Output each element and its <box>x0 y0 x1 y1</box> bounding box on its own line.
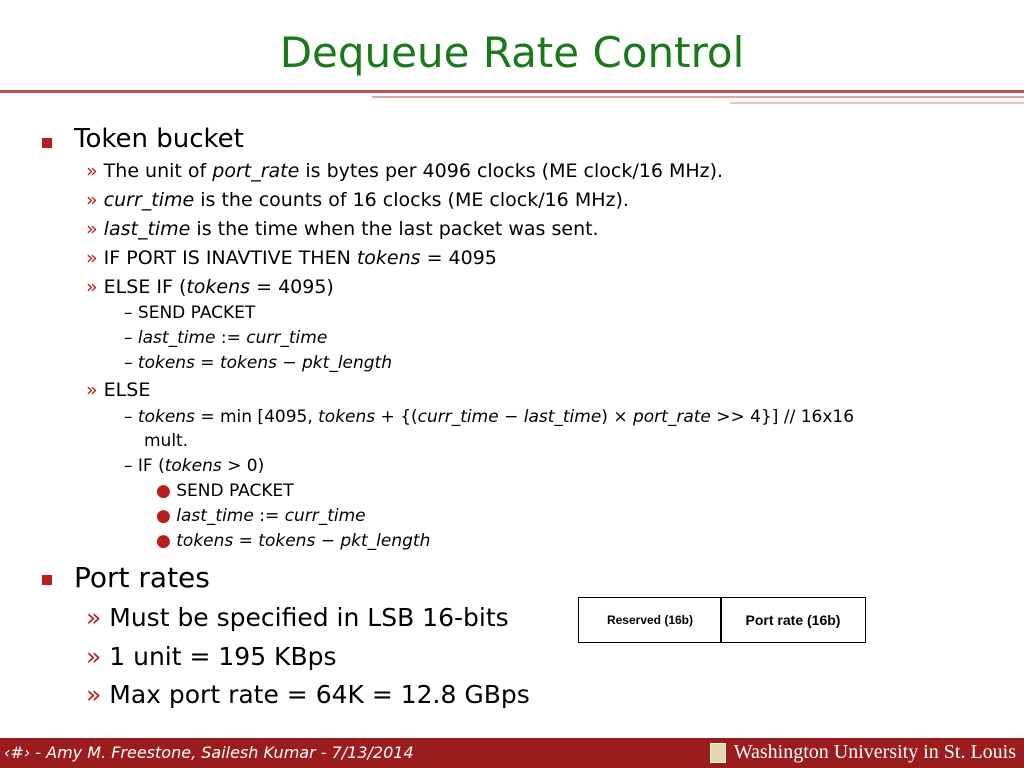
list-item-continuation: mult. <box>144 431 189 451</box>
list-item: » Must be specified in LSB 16-bits <box>86 603 509 632</box>
list-item: » last_time is the time when the last packet was sent. <box>86 218 599 240</box>
list-item: ● tokens = tokens − pkt_length <box>156 531 431 551</box>
list-item: » ELSE IF (tokens = 4095) <box>86 276 334 298</box>
list-item: – tokens = min [4095, tokens + {(curr_time − last_time) × port_rate >> 4}] // 16x16 <box>124 407 855 427</box>
list-item: ● last_time := curr_time <box>156 506 366 526</box>
dot-bullet-icon: ● <box>156 531 171 551</box>
list-item: ● SEND PACKET <box>156 481 294 501</box>
list-item: – IF (tokens > 0) <box>124 456 265 476</box>
chevron-bullet-icon: » <box>86 276 98 298</box>
chevron-bullet-icon: » <box>86 680 102 709</box>
university-logo <box>710 741 1016 764</box>
square-bullet-icon <box>42 138 52 148</box>
register-field-reserved: Reserved (16b) <box>578 597 722 643</box>
list-item: » ELSE <box>86 379 151 401</box>
title-rule-3 <box>730 102 1024 104</box>
chevron-bullet-icon: » <box>86 189 98 211</box>
chevron-bullet-icon: » <box>86 642 102 671</box>
list-item: » IF PORT IS INAVTIVE THEN tokens = 4095 <box>86 247 497 269</box>
chevron-bullet-icon: » <box>86 379 98 401</box>
footer-bar <box>0 738 1024 768</box>
shield-icon <box>710 743 726 763</box>
list-item: » 1 unit = 195 KBps <box>86 642 337 671</box>
list-item: » Max port rate = 64K = 12.8 GBps <box>86 680 530 709</box>
list-item: – last_time := curr_time <box>124 328 328 348</box>
square-bullet-icon <box>42 575 52 585</box>
title-rule-2 <box>372 96 1024 98</box>
slide-title: Dequeue Rate Control <box>279 28 745 77</box>
title-rule <box>0 90 1024 93</box>
list-item: – tokens = tokens − pkt_length <box>124 353 393 373</box>
chevron-bullet-icon: » <box>86 160 98 182</box>
list-item: » curr_time is the counts of 16 clocks (ME clock/16 MHz). <box>86 189 629 211</box>
register-field-port-rate: Port rate (16b) <box>720 597 866 643</box>
list-item: » The unit of port_rate is bytes per 4096 clocks (ME clock/16 MHz). <box>86 160 724 182</box>
section-heading-port-rates: Port rates <box>74 561 210 594</box>
chevron-bullet-icon: » <box>86 603 102 632</box>
chevron-bullet-icon: » <box>86 218 98 240</box>
section-heading-token-bucket: Token bucket <box>74 124 244 154</box>
footer-credit: ‹#› - Amy M. Freestone, Sailesh Kumar - 7/13/2014 <box>4 743 414 762</box>
dot-bullet-icon: ● <box>156 506 171 526</box>
list-item: – SEND PACKET <box>124 303 256 323</box>
dot-bullet-icon: ● <box>156 481 171 501</box>
chevron-bullet-icon: » <box>86 247 98 269</box>
university-name: Washington University in St. Louis <box>733 741 1016 763</box>
